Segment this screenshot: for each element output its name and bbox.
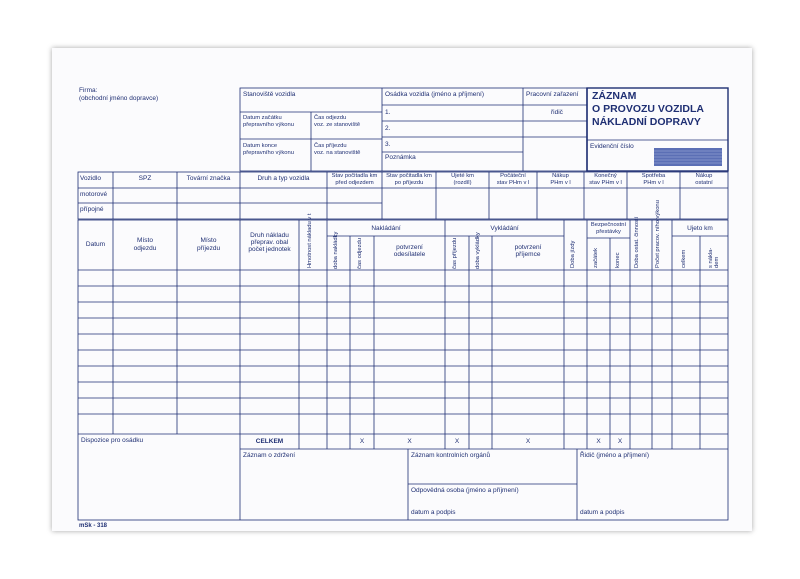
total-x-1: X [359,438,365,445]
station-label: Stanoviště vozidla [243,91,296,98]
total-x-4: X [525,438,531,445]
title-line-3: NÁKLADNÍ DOPRAVY [592,116,701,128]
col-safety-breaks-1: Bezpečnostní [590,222,627,228]
col-unloading-confirm-1: potvrzení [514,244,542,251]
fuel-consumption-2: PHm v l [643,180,664,186]
date-signature-2: datum a podpis [580,509,625,516]
odometer-end-2: po příjezdu [394,180,424,186]
col-break-end: konec [615,252,621,268]
total-x-5: X [596,438,601,445]
start-date-sub: přepravního výkonu [243,122,294,128]
col-loading-confirm-1: potvrzení [396,244,423,251]
col-break-start: začátek [593,248,599,268]
col-cargo-2: přeprav. obal [250,239,289,246]
evidence-number-label: Evidenční číslo [590,143,634,150]
col-driving-time: Doba jízdy [570,240,576,268]
km-driven-2: (rozdíl) [453,180,472,186]
other-purchase-2: ostatní [695,180,713,186]
inspection-record-label: Záznam kontrolních orgánů [411,452,491,459]
arrival-time-sub: voz. na stanoviště [314,150,361,156]
col-work-output: Počet pracov. ního výkonu [655,200,661,268]
crew-1: 1. [385,109,391,116]
col-arrival-place-1: Místo [200,237,217,244]
col-loading-duration: doba nakládky [333,231,339,269]
form-sheet [52,48,752,531]
firm-sub-label: (obchodní jméno dopravce) [79,95,159,102]
form-code: mSk - 318 [79,523,108,529]
fuel-end-1: Konečný [594,173,617,179]
odometer-start-2: před odjezdem [335,180,374,186]
fuel-start-1: Počáteční [500,173,526,179]
fuel-consumption-1: Spotřeba [641,173,666,179]
col-unloading: Vykládání [490,225,519,232]
col-km-total: celkem [681,249,687,268]
start-date-label: Datum začátku [243,115,282,121]
col-date: Datum [85,241,106,248]
crew-2: 2. [385,125,391,132]
title-line-2: O PROVOZU VOZIDLA [592,103,705,115]
trailer-label: přípojné [80,206,104,213]
col-departure-place-2: odjezdu [133,245,157,252]
motor-vehicle-label: motorové [80,191,108,198]
col-arrival-place-2: příjezdu [196,245,221,252]
odometer-end-1: Stav počitadla km [386,173,432,179]
col-other-activities: Doba ostat. činností [634,216,640,268]
departure-time-label: Čas odjezdu [314,115,347,121]
arrival-time-label: Čas příjezdu [314,143,347,149]
crew-label: Osádka vozidla (jméno a příjmení) [385,91,484,98]
col-arrival-time: čas příjezdu [452,237,458,269]
col-loading: Nakládání [371,225,401,232]
col-weight: Hmotnost nákladu v t [307,213,313,268]
departure-time-sub: voz. ze stanoviště [314,122,361,128]
col-unloading-duration: doba vykládky [475,232,481,269]
delay-record-label: Záznam o zdržení [243,452,296,459]
col-km-loaded: s nákla- dem [708,247,721,268]
end-date-sub: přepravního výkonu [243,150,294,156]
note-label: Poznámka [385,154,416,161]
col-departure-time: čas odjezdu [357,238,363,269]
work-role-label: Pracovní zařazení [526,91,579,98]
col-safety-breaks-2: přestávky [596,229,621,235]
date-signature-1: datum a podpis [411,509,456,516]
col-cargo-3: počet jednotek [248,246,291,253]
brand-header: Tovární značka [186,175,231,182]
km-driven-1: Ujeté km [451,173,474,179]
fuel-end-2: stav PHm v l [589,180,622,186]
col-unloading-confirm-2: příjemce [515,251,541,258]
plate-header: SPZ [138,175,152,182]
col-loading-confirm-2: odesílatele [393,251,426,258]
fuel-purchase-1: Nákup [552,173,569,179]
crew-disposition-label: Dispozice pro osádku [81,437,144,444]
driver-role: řidič [551,109,563,116]
total-label: CELKEM [255,438,284,445]
col-cargo-1: Druh nákladu [250,232,289,239]
fuel-start-2: stav PHm v l [496,180,530,186]
total-x-6: X [617,438,623,445]
fuel-purchase-2: PHm v l [550,180,571,186]
other-purchase-1: Nákup [695,173,713,179]
total-x-2: X [407,438,412,445]
title-line-1: ZÁZNAM [592,90,637,102]
vehicle-type-header: Druh a typ vozidla [257,175,310,182]
crew-3: 3. [385,141,391,148]
driver-name-label: Řidič (jméno a příjmení) [580,452,649,459]
responsible-person-label: Odpovědná osoba (jméno a příjmení) [411,487,519,494]
odometer-start-1: Stav počitadla km [331,173,378,179]
vehicle-label: Vozidlo [80,175,101,182]
col-km-driven: Ujeto km [687,225,713,232]
end-date-label: Datum konce [243,143,278,149]
col-departure-place-1: Místo [137,237,153,244]
total-x-3: X [454,438,460,445]
firm-label: Firma: [79,87,98,94]
